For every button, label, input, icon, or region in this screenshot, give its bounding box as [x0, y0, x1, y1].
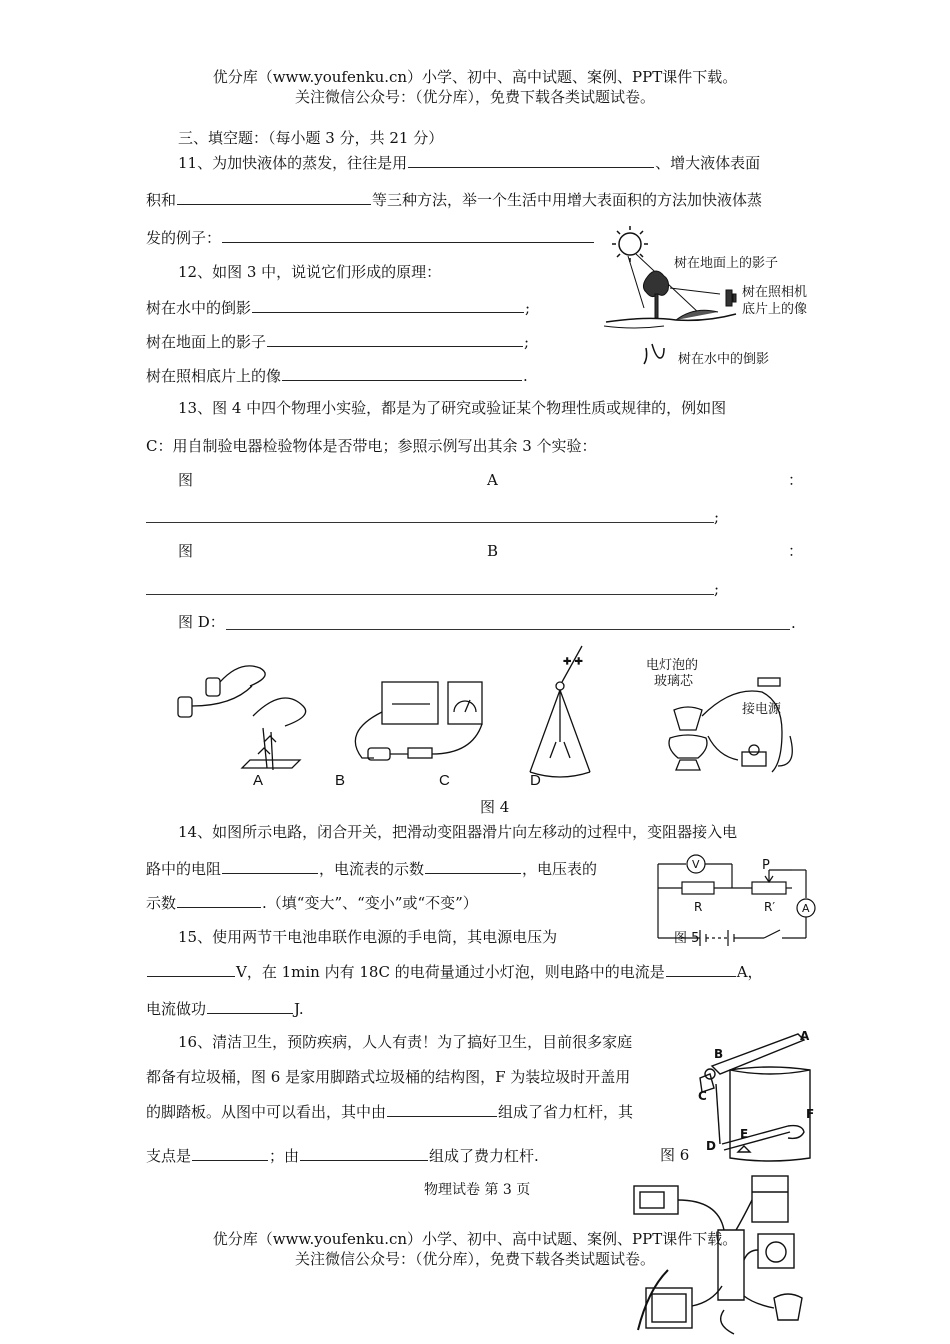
q16-text-c2: 组成了省力杠杆，其: [498, 1103, 634, 1121]
figure-3-tree-optics: [600, 226, 820, 386]
fig3-label-camera-1: 树在照相机: [742, 285, 808, 300]
fig6-point-e: E: [740, 1127, 749, 1141]
q13-figB-letter: B: [487, 542, 499, 560]
q14-text-b2: ，电流表的示数: [319, 860, 425, 878]
q16-text-c1: 的脚踏板。从图中可以看出，其中由: [146, 1103, 387, 1121]
q11-blank-3[interactable]: [222, 227, 594, 243]
fig4-label-a: A: [253, 772, 264, 789]
q15-blank-voltage[interactable]: [147, 961, 235, 977]
q15-line1: 15、使用两节干电池串联作电源的手电筒，其电源电压为: [178, 928, 558, 946]
q15-text-b1: V，在 1min 内有 18C 的电荷量通过小灯泡，则电路中的电流是: [236, 963, 665, 981]
fig3-label-shadow: 树在地面上的影子: [674, 256, 779, 271]
fig4-caption: 图 4: [480, 798, 510, 816]
figure-6-trash-bin: [690, 1026, 824, 1168]
fig4-experiment-d: [669, 678, 792, 772]
q16-line1: 16、清洁卫生，预防疾病，人人有责！为了搞好卫生，目前很多家庭: [178, 1033, 633, 1051]
fig4-label-c: C: [439, 772, 450, 789]
q14-text-b3: ，电压表的: [522, 860, 598, 878]
q13-figB-word: 图: [178, 542, 194, 560]
svg-text:+ +: + +: [563, 656, 583, 667]
q13-figD-word: 图 D：: [178, 613, 225, 631]
fig6-point-b: B: [714, 1047, 724, 1061]
rheostat-r-prime: [752, 882, 786, 894]
fig5-label-a: A: [802, 902, 810, 915]
q11-text-a: 11、为加快液体的蒸发，往往是用: [178, 154, 408, 172]
bin-body: [730, 1067, 810, 1161]
q13-figA-letter: A: [487, 471, 498, 489]
q14-text-b1: 路中的电阻: [146, 860, 222, 878]
q16-blank-fulcrum[interactable]: [192, 1145, 268, 1161]
q12-stem: 12、如图 3 中，说说它们形成的原理：: [178, 263, 442, 281]
q16-line3: [146, 1101, 633, 1122]
fig4-d-label-2: 玻璃芯: [654, 674, 694, 689]
q15-text-c2: J.: [294, 1000, 304, 1018]
water-reflection-icon: [644, 344, 664, 364]
fig4-d-label-1: 电灯泡的: [646, 658, 699, 673]
fig3-label-water: 树在水中的倒影: [678, 352, 770, 367]
q12-label-water: 树在水中的倒影: [146, 299, 252, 317]
sun-icon: [612, 226, 648, 262]
q16-blank-lever1[interactable]: [387, 1101, 497, 1117]
q13-blank-B[interactable]: [146, 594, 714, 595]
q16-text-d3: 组成了费力杠杆.: [429, 1147, 539, 1165]
q13-blank-D[interactable]: [226, 629, 790, 630]
fig6-point-d: D: [706, 1139, 716, 1153]
fig5-caption: 图 5: [674, 931, 700, 946]
fig4-label-d: D: [530, 772, 541, 789]
figure-4-experiments: [168, 642, 808, 792]
q14-text-c1: 示数: [146, 894, 177, 912]
fridge-icon: [752, 1176, 788, 1222]
fig6-caption: 图 6: [660, 1146, 690, 1164]
q16-text-d2: ；由: [269, 1147, 300, 1165]
fig4-experiment-c: [530, 646, 590, 777]
q11-text-d: 等三种方法，举一个生活中用增大表面积的方法加快液体蒸: [372, 191, 763, 209]
q15-blank-work[interactable]: [207, 998, 293, 1014]
camera-icon: [726, 290, 736, 306]
page-number: 物理试卷 第 3 页: [424, 1182, 531, 1198]
q11-text-e: 发的例子：: [146, 229, 222, 247]
section-title: 三、填空题：（每小题 3 分，共 21 分）: [178, 129, 444, 147]
q12-label-shadow: 树在地面上的影子: [146, 333, 267, 351]
q11-line1: [178, 152, 760, 173]
q13-figB-colon: ：: [788, 542, 804, 560]
q16-blank-lever2[interactable]: [300, 1145, 428, 1161]
q11-line2: [146, 189, 762, 210]
header-wechat-line: 关注微信公众号：（优分库），免费下载各类试题试卷。: [294, 88, 655, 106]
fig5-label-r: R: [694, 900, 703, 914]
header-site-line: 优分库（www.youfenku.cn）小学、初中、高中试题、案例、PPT课件下载。: [212, 68, 738, 86]
fig6-point-c: C: [698, 1089, 707, 1103]
q11-text-b: 、增大液体表面: [655, 154, 761, 172]
q15-line2: [146, 961, 763, 982]
q14-blank-voltage[interactable]: [177, 892, 261, 908]
fig3-label-camera-2: 底片上的像: [742, 302, 808, 317]
q12-blank-1[interactable]: [252, 297, 524, 313]
fig5-label-r-prime: R′: [764, 900, 776, 914]
fig4-experiment-b: [355, 682, 482, 760]
fig4-label-b: B: [335, 772, 346, 789]
q11-text-c: 积和: [146, 191, 177, 209]
q12-blank-3[interactable]: [282, 365, 522, 381]
q13-line2: C：用自制验电器检验物体是否带电；参照示例写出其余 3 个实验：: [146, 437, 597, 455]
q14-line2: [146, 858, 597, 879]
q12-line2: 树在地面上的影子 ;: [146, 333, 530, 351]
q12-line1: 树在水中的倒影 ;: [146, 299, 531, 317]
figure-5-circuit: [652, 852, 822, 948]
q13-blank-A[interactable]: [146, 522, 714, 523]
switch-icon: [764, 930, 780, 938]
q15-line3: [146, 998, 304, 1019]
q14-text-c2: .（填“变大”、“变小”或“不变”）: [262, 894, 478, 912]
q15-blank-current[interactable]: [666, 961, 736, 977]
q14-blank-current[interactable]: [425, 858, 521, 874]
q16-line2: 都备有垃圾桶，图 6 是家用脚踏式垃圾桶的结构图，F 为装垃圾时开盖用: [146, 1068, 631, 1086]
q14-blank-resistance[interactable]: [222, 858, 318, 874]
q12-blank-2[interactable]: [267, 331, 523, 347]
q13-line1: 13、图 4 中四个物理小实验，都是为了研究或验证某个物理性质或规律的，例如图: [178, 399, 727, 417]
q13-figA-word: 图: [178, 471, 194, 489]
q11-blank-1[interactable]: [408, 152, 654, 168]
fig6-point-a: A: [800, 1029, 810, 1043]
q13-figA-colon: ：: [788, 471, 804, 489]
q15-text-c1: 电流做功: [146, 1000, 207, 1018]
q14-line3: [146, 892, 478, 913]
fig6-point-f: F: [806, 1107, 815, 1121]
fig5-label-v: V: [692, 858, 700, 871]
resistor-r: [682, 882, 714, 894]
footer-wechat-line: 关注微信公众号：（优分库），免费下载各类试题试卷。: [294, 1250, 655, 1268]
fig5-label-p: P: [762, 858, 770, 873]
q16-text-d1: 支点是: [146, 1147, 192, 1165]
q12-label-camera: 树在照相底片上的像: [146, 367, 282, 385]
q16-line4: [146, 1145, 539, 1166]
footer-site-line: 优分库（www.youfenku.cn）小学、初中、高中试题、案例、PPT课件下载。: [212, 1230, 738, 1248]
q11-line3: [146, 227, 595, 248]
kettle-icon: [774, 1294, 802, 1320]
tree-icon: [643, 271, 668, 318]
q15-text-b2: A，: [736, 963, 763, 981]
q12-line3: 树在照相底片上的像 .: [146, 367, 528, 385]
fig4-experiment-a: [178, 666, 306, 770]
fig4-d-label-3: 接电源: [742, 702, 782, 717]
q11-blank-2[interactable]: [177, 189, 371, 205]
q14-line1: 14、如图所示电路，闭合开关，把滑动变阻器滑片向左移动的过程中，变阻器接入电: [178, 823, 738, 841]
